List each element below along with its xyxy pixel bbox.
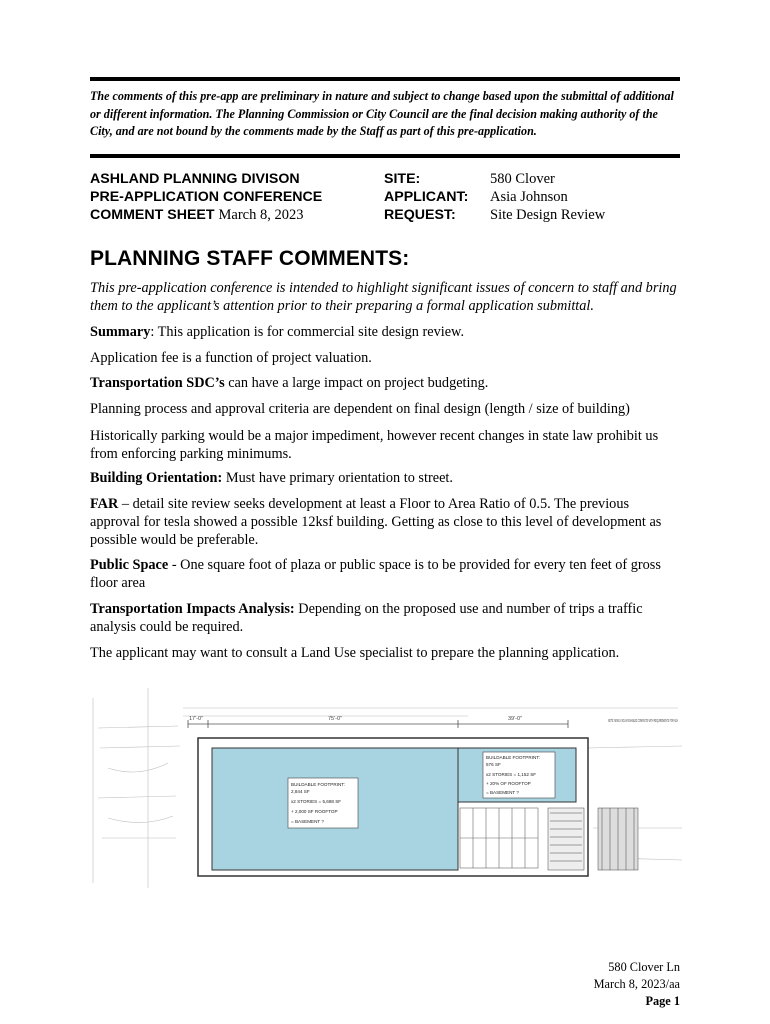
applicant-value: Asia Johnson: [490, 189, 568, 205]
building-a-label-line: 2,844 SF: [291, 789, 310, 794]
tia-text: Depending on the proposed use and number of trips a traffic analysis could be required.: [90, 601, 643, 635]
orientation-text: Must have primary orientation to street.: [222, 470, 453, 486]
plan-note: NOTE: NEWLY SOLAR ENABLED COMPLETE WITH REQUIREMENTS FOR ADA: [608, 718, 679, 723]
disclaimer: The comments of this pre-app are preliminary in nature and subject to change based upon the submittal of additional or different information. The Planning Commission or City Council are the final decision making authority of the City, and are not bound by the comments made by the Staff as part of this pre-application.: [90, 89, 674, 138]
header-values: [490, 170, 605, 224]
heading-line-3: [90, 206, 322, 224]
heading-date: March 8, 2023: [218, 207, 304, 223]
request-value: Site Design Review: [490, 207, 606, 223]
building-b-label-line: = BASEMENT ?: [486, 790, 519, 795]
far-paragraph: [90, 495, 682, 549]
heading-line-1: ASHLAND PLANNING DIVISON: [90, 171, 300, 187]
request-label: REQUEST:: [384, 207, 456, 223]
summary-text: : This application is for commercial site design review.: [150, 324, 465, 340]
public-space-text: - One square foot of plaza or public space is to be provided for every ten feet of gross floor area: [90, 557, 661, 591]
building-a-label-line: = BASEMENT ?: [291, 819, 324, 824]
dim-right-label: 39'-0": [508, 716, 523, 722]
public-space-label: Public Space: [90, 557, 169, 573]
footer-date: March 8, 2023/aa: [593, 977, 680, 991]
heading-comment-sheet: COMMENT SHEET: [90, 207, 215, 223]
site-label: SITE:: [384, 171, 421, 187]
orientation-paragraph: [90, 469, 682, 487]
building-b-label-line: BUILDABLE FOOTPRINT:: [486, 755, 540, 760]
sdc-label: Transportation SDC’s: [90, 375, 225, 391]
process-paragraph: Planning process and approval criteria are dependent on final design (length / size of building): [90, 401, 630, 417]
page-footer: [594, 959, 680, 1010]
sdc-paragraph: [90, 374, 682, 392]
building-b-label-line: x2 STORIES = 1,152 SF: [486, 772, 537, 777]
dim-left-label: 17'-0": [189, 716, 204, 722]
building-a-label-line: + 2,000 SF ROOFTOP: [291, 809, 338, 814]
summary-label: Summary: [90, 324, 151, 340]
far-label: FAR: [90, 496, 119, 512]
building-a-label-line: BUILDABLE FOOTPRINT:: [291, 782, 345, 787]
fee-paragraph: Application fee is a function of project valuation.: [90, 350, 372, 366]
site-plan-drawing: [88, 688, 682, 888]
building-b-label-line: + 20% OF ROOFTOP: [486, 781, 531, 786]
header-rule: [90, 154, 680, 158]
public-space-paragraph: [90, 556, 682, 592]
summary-paragraph: [90, 323, 682, 341]
tia-label: Transportation Impacts Analysis:: [90, 601, 295, 617]
orientation-label: Building Orientation:: [90, 470, 223, 486]
building-a-label-line: x2 STORIES = 5,688 SF: [291, 799, 342, 804]
footer-address: 580 Clover Ln: [608, 960, 680, 974]
building-b-label-line: 576 SF: [486, 762, 501, 767]
applicant-label: APPLICANT:: [384, 189, 469, 205]
heading-line-2: PRE-APPLICATION CONFERENCE: [90, 189, 323, 205]
section-title: PLANNING STAFF COMMENTS:: [90, 247, 410, 270]
header-labels: [384, 170, 468, 224]
tia-paragraph: [90, 600, 682, 636]
dim-mid-label: 75'-0": [328, 716, 343, 722]
document-heading: [90, 170, 322, 224]
site-value: 580 Clover: [490, 171, 555, 187]
intro-paragraph: This pre-application conference is intended to highlight significant issues of concern to staff and bring them to the applicant’s attention prior to their preparing a formal application submittal.: [90, 280, 677, 314]
footer-page-number: Page 1: [645, 994, 680, 1008]
consult-paragraph: The applicant may want to consult a Land Use specialist to prepare the planning application.: [90, 645, 620, 661]
top-rule: [90, 77, 680, 81]
far-text: – detail site review seeks development at least a Floor to Area Ratio of 0.5. The previous approval for tesla showed a possible 12ksf building. Getting as close to this level of development as possible would be preferable.: [90, 496, 662, 548]
sdc-text: can have a large impact on project budgeting.: [224, 375, 489, 391]
parking-paragraph: Historically parking would be a major impediment, however recent changes in state law prohibit us from enforcing parking minimums.: [90, 428, 659, 462]
